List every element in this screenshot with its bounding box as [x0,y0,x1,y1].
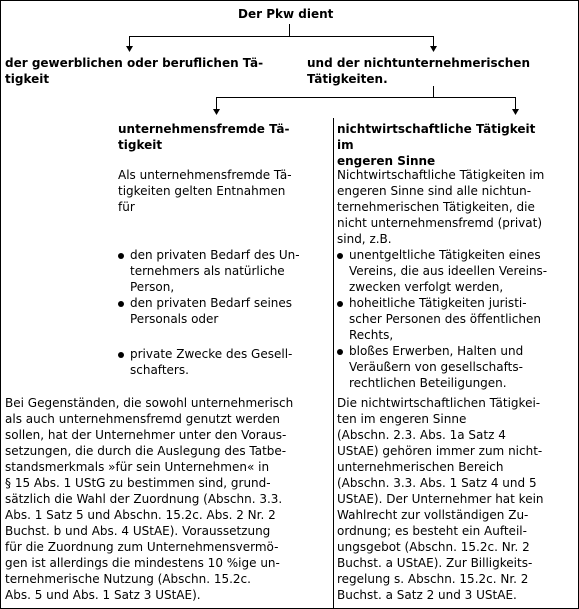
bullet-line: unentgeltliche Tätigkeiten eines [349,248,541,262]
intro-line: sind, z.B. [337,232,392,246]
branch-left-line: tigkeit [5,72,50,86]
bullet-line: rechtlichen Beteiligungen. [349,376,507,390]
footer-line: gen ist allerdings die mindestens 10 %ige un- [5,556,280,570]
bullet-line: Rechts, [349,328,394,342]
col-left-bullet-list-2 [116,346,292,378]
branch-right [307,55,530,87]
list-item [116,346,292,378]
heading-line: tigkeit [118,138,163,152]
list-item [116,247,300,295]
footer-line: Buchst. a Satz 2 und 3 UStAE. [337,588,517,602]
branch-right-line: und der nichtunternehmerischen [307,56,530,70]
intro-line: Nichtwirtschaftliche Tätigkeiten im [337,168,545,182]
col-right-heading [337,121,535,169]
footer-line: sollen, hat der Unternehmer unter den Voraus- [5,428,287,442]
footer-line: sätzlich die Wahl der Zuordnung (Abschn. 3.3. [5,492,283,506]
footer-line: Buchst. a UStAE). Zur Billigkeits- [337,556,533,570]
bullet-line: Vereins, die aus ideellen Vereins- [349,264,548,278]
arrow-sub-left [213,109,220,115]
intro-line: nicht unternehmensfremd (privat) [337,216,543,230]
footer-line: ordnung; es besteht ein Aufteil- [337,524,527,538]
footer-line: Wahlrecht zur vollständigen Zu- [337,508,529,522]
col-right-bullet-list [335,247,547,391]
title: Der Pkw dient [238,7,334,21]
arrow-left-branch [126,46,133,52]
col-right-footer [337,395,544,603]
footer-line: ten im engeren Sinne [337,412,467,426]
heading-line: unternehmensfremde Tä- [118,122,290,136]
col-left-footer [5,395,293,603]
bullet-line: hoheitliche Tätigkeiten juristi- [349,296,527,310]
bullet-line: den privaten Bedarf seines [130,296,293,310]
footer-line: § 15 Abs. 1 UStG zu bestimmen sind, grund- [5,476,271,490]
intro-line: Als unternehmensfremde Tä- [118,168,292,182]
footer-line: standsmerkmals »für sein Unternehmen« in [5,460,270,474]
bullet-line: zwecken verfolgt werden, [349,280,504,294]
branch-left [5,55,263,87]
footer-line: unternehmerischen Bereich [337,460,504,474]
footer-line: Bei Gegenständen, die sowohl unternehmerisch [5,396,294,410]
footer-line: Die nichtwirtschaftlichen Tätigkei- [337,396,541,410]
footer-line: (Abschn. 2.3. Abs. 1a Satz 4 [337,428,506,442]
footer-line: (Abschn. 3.3. Abs. 1 Satz 4 und 5 [337,476,537,490]
list-item [116,295,300,327]
heading-line: im [337,138,354,152]
footer-line: Abs. 5 und Abs. 1 Satz 3 UStAE). [5,588,201,602]
footer-line: ungsgebot (Abschn. 15.2c. Nr. 2 [337,540,530,554]
heading-line: nichtwirtschaftliche Tätigkeit [337,122,536,136]
bullet-line: scher Personen des öffentlichen [349,312,541,326]
col-left-heading [118,121,289,153]
footer-line: für die Zuordnung zum Unternehmensvermö- [5,540,279,554]
footer-line: regelung s. Abschn. 15.2c. Nr. 2 [337,572,529,586]
list-item [335,343,547,391]
list-item [335,247,547,295]
list-item [335,295,547,343]
bullet-line: Personals oder [130,312,219,326]
branch-right-line: Tätigkeiten. [307,72,388,86]
arrow-right-branch [430,46,437,52]
bullet-line: bloßes Erwerben, Halten und [349,344,524,358]
bullet-line: den privaten Bedarf des Un- [130,248,300,262]
col-left-bullet-list [116,247,300,327]
intro-line: ternehmerischen Tätigkeiten, die [337,200,535,214]
footer-line: Abs. 1 Satz 5 und Abschn. 15.2c. Abs. 2 Nr. 2 [5,508,276,522]
arrow-sub-right [512,109,519,115]
footer-line: UStAE) gehören immer zum nicht- [337,444,543,458]
bullet-line: Person, [130,280,175,294]
footer-line: ternehmerische Nutzung (Abschn. 15.2c. [5,572,251,586]
footer-line: setzungen, die durch die Auslegung des Tatbe- [5,444,287,458]
bullet-line: schafters. [130,363,189,377]
col-left-intro [118,167,292,215]
branch-left-line: der gewerblichen oder beruflichen Tä- [5,56,264,70]
intro-line: engeren Sinne sind alle nichtun- [337,184,532,198]
bullet-line: ternehmers als natürliche [130,264,285,278]
footer-line: Buchst. b und Abs. 4 UStAE). Voraussetzung [5,524,271,538]
heading-line: engeren Sinne [337,154,436,168]
footer-line: als auch unternehmensfremd genutzt werden [5,412,280,426]
intro-line: tigkeiten gelten Entnahmen [118,184,286,198]
intro-line: für [118,200,135,214]
col-right-intro [337,167,544,247]
footer-line: UStAE). Der Unternehmer hat kein [337,492,544,506]
bullet-line: private Zwecke des Gesell- [130,347,293,361]
bullet-line: Veräußern von gesellschafts- [349,360,523,374]
